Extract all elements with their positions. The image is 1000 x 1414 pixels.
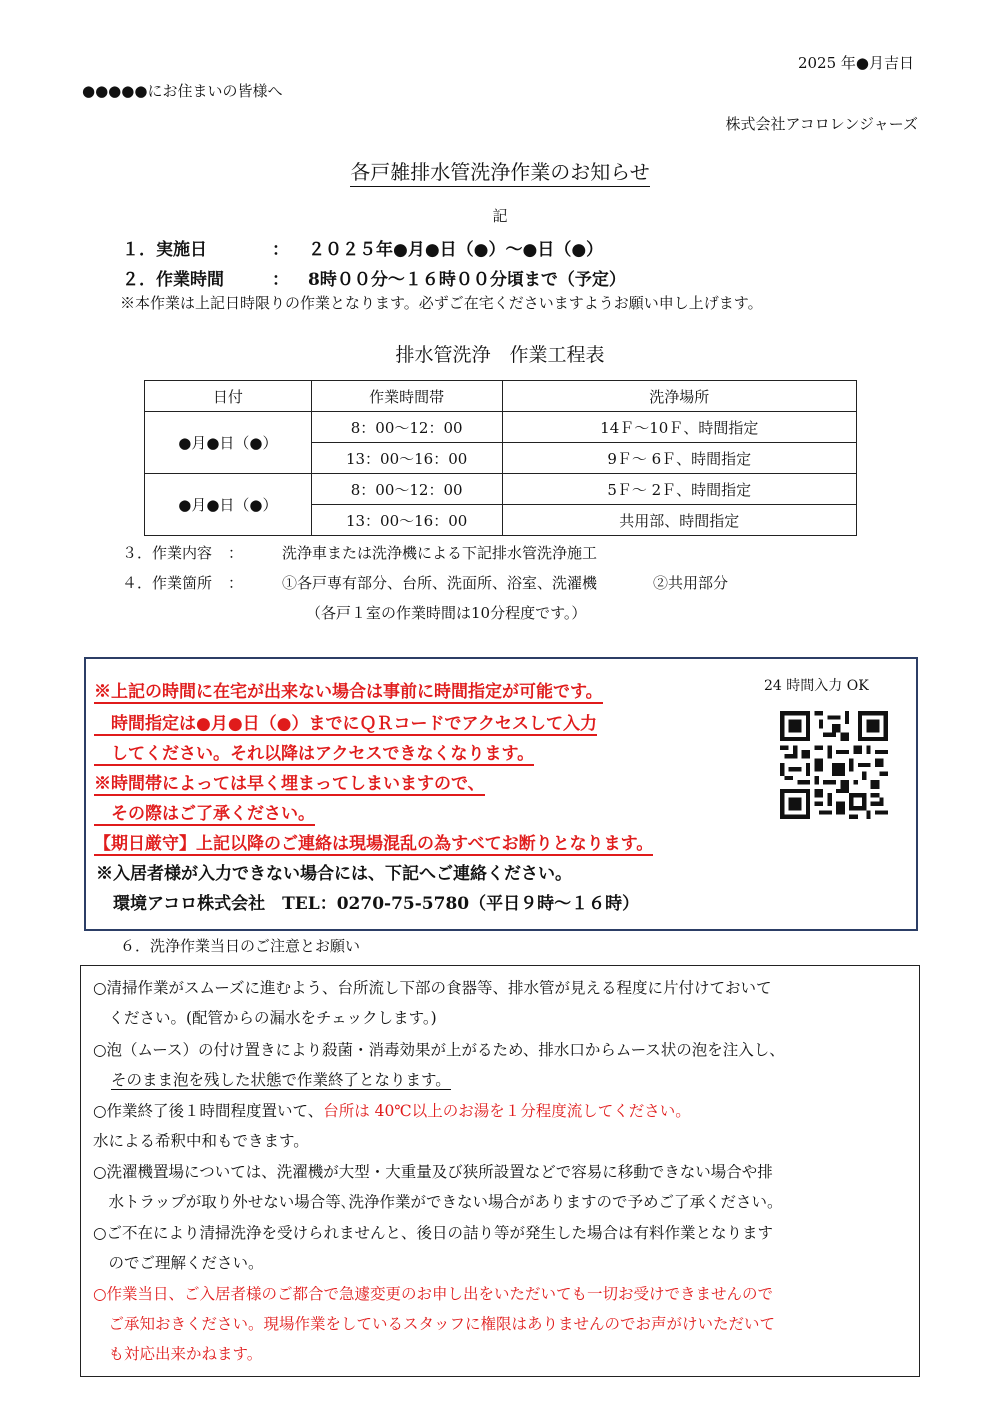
caution-line: 水トラップが取り外せない場合等､洗浄作業ができない場合がありますので予めご了承ください。 <box>93 1193 783 1211</box>
attendance-note: ※本作業は上記日時限りの作業となります。必ずご在宅くださいますようお願い申し上げます。 <box>120 294 763 312</box>
header-place: 洗浄場所 <box>502 381 856 412</box>
page-title: 各戸雑排水管洗浄作業のお知らせ <box>0 156 1000 185</box>
caution-line: ご承知おきください。現場作業をしているスタッフに権限はありませんのでお声がけいただいて <box>93 1315 776 1333</box>
day-cell: ●月●日（●） <box>145 412 312 474</box>
table-row <box>145 474 857 505</box>
caution-line: ○ご不在により清掃洗浄を受けられませんと、後日の詰り等が発生した場合は有料作業となります <box>93 1224 774 1242</box>
item-content: ３．作業内容 ： 洗浄車または洗浄機による下記排水管洗浄施工 <box>122 544 598 562</box>
place-cell: 5Ｆ～ 2Ｆ、時間指定 <box>502 474 856 505</box>
place-cell: 14Ｆ～10Ｆ、時間指定 <box>502 412 856 443</box>
section6-title: ６．洗浄作業当日のご注意とお願い <box>120 937 361 955</box>
caution-line: ください。(配管からの漏水をチェックします。) <box>93 1009 437 1027</box>
caution-line: ○作業当日、ご入居者様のご都合で急遽変更のお申し出をいただいても一切お受けできませんので <box>93 1285 774 1303</box>
notice-line: 時間指定は●月●日（●）までにＱＲコードでアクセスして入力 <box>94 714 597 734</box>
notice-line: ※時間帯によっては早く埋まってしまいますので、 <box>94 774 485 794</box>
caution-line: ○泡（ムース）の付け置きにより殺菌・消毒効果が上がるため、排水口からムース状の泡を注入し、 <box>93 1041 785 1059</box>
time-cell: 8：00～12：00 <box>311 474 502 505</box>
qr-label: 24 時間入力 OK <box>764 678 869 694</box>
caution-line: 水による希釈中和もできます。 <box>93 1132 309 1150</box>
cautions-box <box>80 965 920 1377</box>
table-header-row <box>145 381 857 412</box>
schedule-table <box>144 380 857 536</box>
issue-date: 2025 年●月吉日 <box>797 54 914 72</box>
ki-mark: 記 <box>492 207 508 225</box>
time-cell: 13：00～16：00 <box>311 443 502 474</box>
caution-line: のでご理解ください。 <box>93 1254 264 1272</box>
header-time: 作業時間帯 <box>311 381 502 412</box>
item-location: ４．作業箇所 ： ①各戸専有部分、台所、洗面所、浴室、洗濯機 ②共用部分 <box>122 574 729 592</box>
table-row <box>145 412 857 443</box>
item-date: １．実施日 ： ２０２５年●月●日（●）～●日（●） <box>122 240 604 260</box>
qr-code-icon[interactable] <box>780 711 888 819</box>
place-cell: 9Ｆ～ 6Ｆ、時間指定 <box>502 443 856 474</box>
place-cell: 共用部、時間指定 <box>502 505 856 536</box>
recipient: ●●●●●にお住まいの皆様へ <box>82 82 283 100</box>
notice-line: ※上記の時間に在宅が出来ない場合は事前に時間指定が可能です。 <box>94 682 603 702</box>
time-cell: 8：00～12：00 <box>311 412 502 443</box>
schedule-title: 排水管洗浄 作業工程表 <box>395 344 605 366</box>
caution-line: も対応出来かねます。 <box>93 1345 263 1363</box>
notice-line: してください。それ以降はアクセスできなくなります。 <box>94 744 535 764</box>
caution-line: ○洗濯機置場については、洗濯機が大型・大重量及び狭所設置などで容易に移動できない場合や排 <box>93 1163 773 1181</box>
contact-info: 環境アコロ株式会社 TEL：0270-75-5780（平日９時～１６時） <box>96 894 640 914</box>
caution-line: ○作業終了後１時間程度置いて、台所は 40℃以上のお湯を１分程度流してください。 <box>93 1102 691 1120</box>
notice-box <box>84 657 918 931</box>
notice-line: その際はご了承ください。 <box>94 804 315 824</box>
caution-line: ○清掃作業がスムーズに進むよう、台所流し下部の食器等、排水管が見える程度に片付けておいて <box>93 979 772 997</box>
item-time: ２．作業時間 ： 8時００分～１６時００分頃まで（予定） <box>122 270 626 290</box>
caution-line: そのまま泡を残した状態で作業終了となります。 <box>111 1071 451 1089</box>
duration-note: （各戸１室の作業時間は10分程度です。） <box>306 604 587 622</box>
day-cell: ●月●日（●） <box>145 474 312 536</box>
time-cell: 13：00～16：00 <box>311 505 502 536</box>
contact-instruction: ※入居者様が入力できない場合には、下記へご連絡ください。 <box>96 864 572 884</box>
header-date: 日付 <box>145 381 312 412</box>
notice-deadline-line: 【期日厳守】上記以降のご連絡は現場混乱の為すべてお断りとなります。 <box>94 834 654 854</box>
company-name: 株式会社アコロレンジャーズ <box>725 115 918 133</box>
